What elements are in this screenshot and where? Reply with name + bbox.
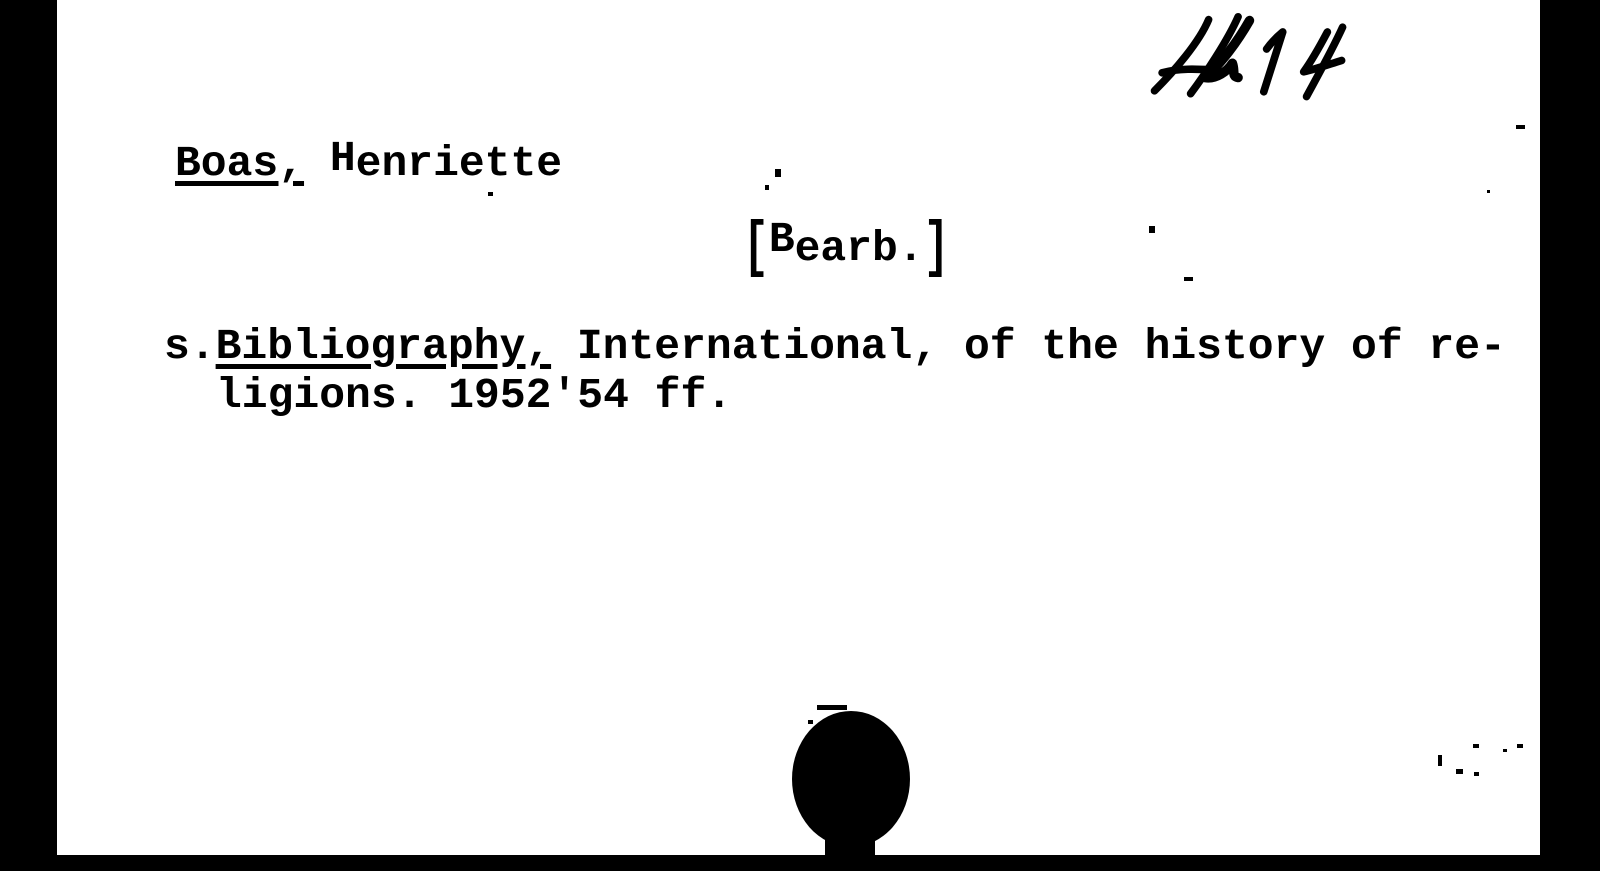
scan-speck	[1456, 769, 1463, 774]
scan-speck	[817, 705, 847, 710]
scan-speck	[1517, 744, 1523, 748]
heading-space	[304, 139, 330, 188]
close-bracket: ]	[923, 212, 950, 284]
punch-hole-stem	[825, 828, 875, 858]
scan-speck	[775, 169, 781, 177]
forename-initial: H	[329, 134, 356, 183]
reference-line1-rest: International, of the history of re-	[551, 322, 1506, 371]
scan-speck	[1503, 749, 1507, 752]
call-number-handwriting	[1137, 12, 1362, 107]
handwriting-1	[1264, 32, 1283, 92]
editor-note-initial: B	[768, 215, 795, 264]
scan-speck	[808, 720, 813, 724]
scan-speck	[1516, 125, 1525, 129]
scan-speck	[1438, 755, 1442, 766]
surname: Boas,	[175, 139, 305, 188]
scan-speck	[488, 192, 493, 196]
scan-speck	[1487, 190, 1490, 193]
scan-speck	[1474, 772, 1479, 776]
handwriting-b	[1205, 21, 1250, 78]
scan-speck	[1473, 744, 1479, 748]
catalog-card	[57, 0, 1540, 855]
editor-note	[743, 212, 950, 284]
forename-rest: enriette	[355, 139, 563, 188]
open-bracket: [	[743, 212, 769, 284]
editor-note-rest: earb.	[794, 224, 924, 273]
scan-speck	[1149, 226, 1155, 233]
scan-speck	[1184, 277, 1193, 281]
punch-hole	[792, 711, 910, 847]
scan-speck	[765, 185, 769, 190]
heading-line	[175, 134, 563, 188]
see-abbreviation: s.	[164, 322, 216, 371]
reference-line2: ligions. 1952'54 ff.	[216, 371, 733, 420]
referenced-title: Bibliography,	[215, 322, 552, 371]
reference-text	[164, 322, 1506, 420]
